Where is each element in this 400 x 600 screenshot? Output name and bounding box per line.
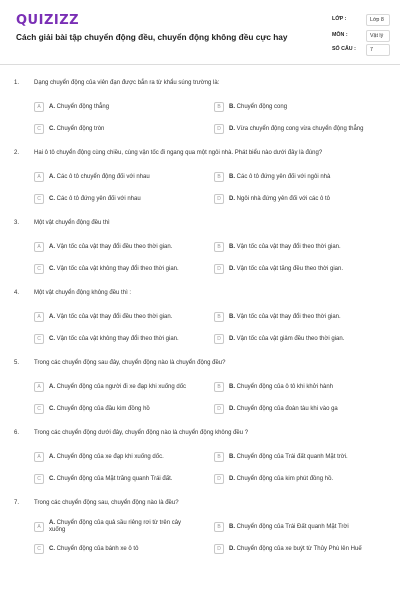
- option-letter-box: D: [214, 334, 224, 344]
- option-text: [49, 336, 187, 343]
- option-letter-box: A: [34, 452, 44, 462]
- option-body: Chuyển động thẳng: [56, 103, 110, 110]
- option-letter-box: C: [34, 474, 44, 484]
- option-letter-box: C: [34, 544, 44, 554]
- option-letter-box: C: [34, 334, 44, 344]
- option-text: [49, 266, 187, 273]
- question-text: Trong các chuyển động sau đây, chuyển động nào là chuyển động đều?: [34, 360, 226, 366]
- option-text: [49, 104, 187, 111]
- header-divider: [0, 64, 400, 65]
- option-body: Chuyển động cong: [236, 103, 288, 110]
- quizizz-logo: QUIZIZZ: [16, 13, 80, 28]
- option-body: Các ô tô chuyển động đối với nhau: [56, 173, 150, 180]
- option-text: [49, 454, 187, 461]
- answer-option-c[interactable]: [34, 542, 187, 556]
- option-letter-box: B: [214, 382, 224, 392]
- option-key: B.: [229, 103, 235, 110]
- answer-option-a[interactable]: [34, 170, 187, 184]
- option-text: [229, 196, 367, 203]
- answer-option-b[interactable]: [214, 310, 367, 324]
- option-text: [49, 546, 187, 553]
- option-text: [49, 174, 187, 181]
- answer-option-b[interactable]: [214, 240, 367, 254]
- option-key: D.: [229, 195, 235, 202]
- answer-option-b[interactable]: [214, 100, 367, 114]
- question-text: Hai ô tô chuyển động cùng chiều, cùng vận tốc đi ngang qua một ngôi nhà. Phát biểu nào dưới đây là đúng?: [34, 150, 323, 156]
- option-key: B.: [229, 173, 235, 180]
- option-body: Chuyển động của Trái đất quanh Mặt trời.: [236, 453, 348, 460]
- option-letter-box: D: [214, 404, 224, 414]
- option-letter-box: C: [34, 124, 44, 134]
- question-number: 3.: [14, 220, 20, 226]
- option-key: C.: [49, 335, 55, 342]
- option-body: Chuyển động của Mặt trăng quanh Trái đất.: [56, 475, 173, 482]
- option-key: D.: [229, 405, 235, 412]
- meta-label: LỚP :: [332, 16, 347, 22]
- option-body: Chuyển động tròn: [56, 125, 105, 132]
- option-text: [49, 196, 187, 203]
- option-text: [229, 454, 367, 461]
- question-number: 2.: [14, 150, 20, 156]
- option-body: Vận tốc của vật tăng đều theo thời gian.: [236, 265, 344, 272]
- question-text: Dạng chuyển động của viên đạn được bắn ra từ khẩu súng trường là:: [34, 80, 220, 86]
- option-letter-box: A: [34, 382, 44, 392]
- option-body: Vận tốc của vật không thay đổi theo thời gian.: [56, 265, 179, 272]
- question-number: 1.: [14, 80, 20, 86]
- option-letter-box: A: [34, 522, 44, 532]
- option-text: [229, 384, 367, 391]
- option-body: Vận tốc của vật giảm đều theo thời gian.: [236, 335, 345, 342]
- option-key: C.: [49, 125, 55, 132]
- option-body: Chuyển động của xe buýt từ Thủy Phù lên Huế: [236, 545, 362, 552]
- option-text: [229, 406, 367, 413]
- option-body: Chuyển động của quả sầu riêng rơi từ trên cây xuống: [49, 520, 182, 533]
- option-body: Chuyển động của đoàn tàu khi vào ga: [236, 405, 338, 412]
- answer-option-d[interactable]: [214, 332, 367, 346]
- answer-option-a[interactable]: [34, 520, 187, 534]
- question-number: 5.: [14, 360, 20, 366]
- option-key: C.: [49, 195, 55, 202]
- option-text: [229, 126, 367, 133]
- option-body: Chuyển động của kim phút đồng hồ.: [236, 475, 334, 482]
- meta-value: 7: [366, 44, 390, 56]
- option-letter-box: D: [214, 474, 224, 484]
- option-text: [229, 524, 367, 531]
- option-body: Chuyển động của xe đạp khi xuống dốc.: [56, 453, 164, 460]
- option-letter-box: B: [214, 312, 224, 322]
- option-key: A.: [49, 243, 55, 250]
- option-text: [49, 244, 187, 251]
- option-text: [229, 266, 367, 273]
- option-text: [49, 384, 187, 391]
- answer-option-d[interactable]: [214, 402, 367, 416]
- meta-subject: [332, 30, 390, 42]
- answer-option-b[interactable]: [214, 520, 367, 534]
- option-key: A.: [49, 453, 55, 460]
- option-letter-box: B: [214, 452, 224, 462]
- meta-value: Vật lý: [366, 30, 390, 42]
- option-letter-box: A: [34, 172, 44, 182]
- option-text: [229, 546, 367, 553]
- option-letter-box: B: [214, 102, 224, 112]
- option-text: [229, 174, 367, 181]
- answer-option-b[interactable]: [214, 170, 367, 184]
- option-body: Chuyển động của bánh xe ô tô: [56, 545, 139, 552]
- option-body: Chuyển động của đầu kim đồng hồ: [56, 405, 150, 412]
- meta-label: MÔN :: [332, 32, 348, 38]
- option-text: [49, 406, 187, 413]
- option-key: C.: [49, 475, 55, 482]
- meta-label: SỐ CÂU :: [332, 46, 356, 52]
- worksheet-header: [0, 0, 400, 64]
- option-body: Chuyển động của người đi xe đạp khi xuống dốc: [56, 383, 187, 390]
- question-text: Trong các chuyển động dưới đây, chuyển động nào là chuyển động không đều ?: [34, 430, 249, 436]
- option-key: D.: [229, 545, 235, 552]
- option-letter-box: A: [34, 242, 44, 252]
- option-key: B.: [229, 453, 235, 460]
- answer-option-d[interactable]: [214, 472, 367, 486]
- answer-option-b[interactable]: [214, 380, 367, 394]
- option-letter-box: C: [34, 194, 44, 204]
- option-key: A.: [49, 103, 55, 110]
- option-body: Vận tốc của vật thay đổi theo thời gian.: [236, 243, 341, 250]
- option-key: C.: [49, 265, 55, 272]
- worksheet-title: Cách giải bài tập chuyển động đều, chuyển động không đều cực hay: [16, 32, 288, 42]
- answer-option-a[interactable]: [34, 380, 187, 394]
- option-key: A.: [49, 520, 55, 526]
- option-letter-box: A: [34, 312, 44, 322]
- option-text: [49, 314, 187, 321]
- question-number: 7.: [14, 500, 20, 506]
- meta-grade: [332, 14, 390, 26]
- option-key: A.: [49, 173, 55, 180]
- meta-value: Lớp 8: [366, 14, 390, 26]
- option-text: [229, 476, 367, 483]
- option-letter-box: B: [214, 522, 224, 532]
- option-body: Chuyển động của ô tô khi khởi hành: [236, 383, 334, 390]
- option-letter-box: C: [34, 264, 44, 274]
- option-key: C.: [49, 545, 55, 552]
- option-text: [229, 336, 367, 343]
- option-key: C.: [49, 405, 55, 412]
- meta-question-count: [332, 44, 390, 56]
- question-number: 6.: [14, 430, 20, 436]
- option-key: B.: [229, 523, 235, 530]
- option-key: A.: [49, 313, 55, 320]
- option-text: [229, 314, 367, 321]
- option-body: Ngôi nhà đứng yên đối với các ô tô: [236, 195, 331, 202]
- option-text: [49, 520, 187, 534]
- option-key: D.: [229, 475, 235, 482]
- answer-option-c[interactable]: [34, 192, 187, 206]
- option-letter-box: D: [214, 544, 224, 554]
- option-key: A.: [49, 383, 55, 390]
- option-key: D.: [229, 265, 235, 272]
- answer-option-d[interactable]: [214, 122, 367, 136]
- option-key: B.: [229, 313, 235, 320]
- question-text: Một vật chuyển động không đều thì :: [34, 290, 132, 296]
- option-body: Chuyển động của Trái Đất quanh Mặt Trời: [236, 523, 349, 530]
- option-key: D.: [229, 335, 235, 342]
- question-text: Trong các chuyển động sau, chuyển động nào là đều?: [34, 500, 179, 506]
- answer-option-d[interactable]: [214, 192, 367, 206]
- option-key: D.: [229, 125, 235, 132]
- option-letter-box: D: [214, 194, 224, 204]
- option-body: Vận tốc của vật thay đổi đều theo thời gian.: [56, 243, 173, 250]
- answer-option-a[interactable]: [34, 450, 187, 464]
- answer-option-a[interactable]: [34, 100, 187, 114]
- answer-option-c[interactable]: [34, 262, 187, 276]
- option-body: Vận tốc của vật thay đổi theo thời gian.: [236, 313, 341, 320]
- option-key: B.: [229, 243, 235, 250]
- answer-option-a[interactable]: [34, 310, 187, 324]
- question-text: Một vật chuyển động đều thì: [34, 220, 110, 226]
- question-number: 4.: [14, 290, 20, 296]
- answer-option-b[interactable]: [214, 450, 367, 464]
- option-body: Các ô tô đứng yên đối với nhau: [56, 195, 141, 202]
- option-text: [49, 476, 187, 483]
- answer-option-c[interactable]: [34, 332, 187, 346]
- answer-option-c[interactable]: [34, 472, 187, 486]
- option-text: [229, 244, 367, 251]
- option-letter-box: A: [34, 102, 44, 112]
- option-body: Vừa chuyển động cong vừa chuyển động thẳng: [236, 125, 364, 132]
- option-body: Các ô tô đứng yên đối với ngôi nhà: [236, 173, 331, 180]
- answer-option-c[interactable]: [34, 122, 187, 136]
- option-letter-box: B: [214, 172, 224, 182]
- option-body: Vận tốc của vật thay đổi đều theo thời gian.: [56, 313, 173, 320]
- answer-option-d[interactable]: [214, 542, 367, 556]
- option-letter-box: D: [214, 264, 224, 274]
- option-body: Vận tốc của vật không thay đổi theo thời gian.: [56, 335, 179, 342]
- option-text: [229, 104, 367, 111]
- answer-option-d[interactable]: [214, 262, 367, 276]
- answer-option-c[interactable]: [34, 402, 187, 416]
- answer-option-a[interactable]: [34, 240, 187, 254]
- option-text: [49, 126, 187, 133]
- option-letter-box: B: [214, 242, 224, 252]
- option-letter-box: D: [214, 124, 224, 134]
- option-letter-box: C: [34, 404, 44, 414]
- option-key: B.: [229, 383, 235, 390]
